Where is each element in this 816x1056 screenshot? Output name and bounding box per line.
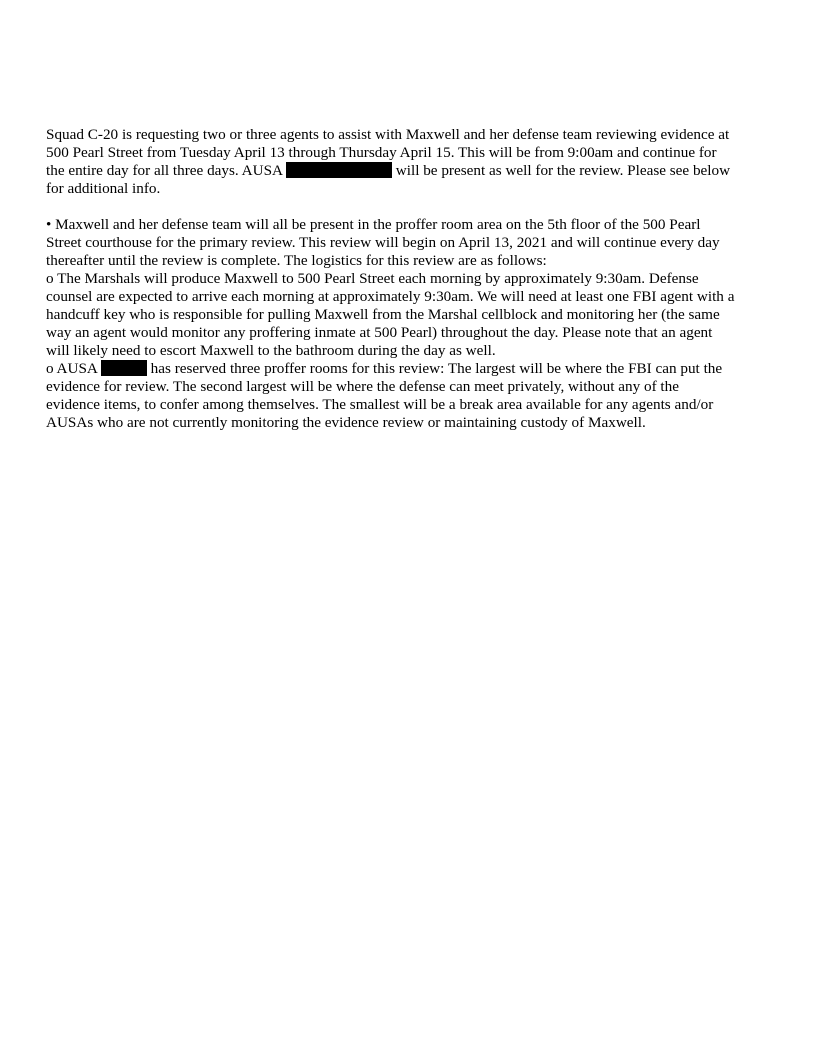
redaction-box (101, 360, 147, 376)
redaction-box (286, 162, 392, 178)
text-line: will likely need to escort Maxwell to the bathroom during the day as well. (46, 342, 496, 359)
text-line: for additional info. (46, 180, 161, 197)
bullet-paragraph (46, 216, 774, 270)
text-line: o The Marshals will produce Maxwell to 500 Pearl Street each morning by approximately 9:30am. Defense (46, 270, 699, 287)
text-line: handcuff key who is responsible for pulling Maxwell from the Marshal cellblock and monitoring her (the same (46, 306, 720, 323)
proffer-rooms-subitem (46, 360, 774, 432)
document-body (46, 126, 774, 432)
text-line: Street courthouse for the primary review. This review will begin on April 13, 2021 and will continue every day (46, 234, 720, 251)
text-segment: the entire day for all three days. AUSA (46, 162, 286, 179)
text-segment: o AUSA (46, 360, 101, 377)
text-line: evidence for review. The second largest will be where the defense can meet privately, without any of the (46, 378, 679, 395)
text-line: way an agent would monitor any proffering inmate at 500 Pearl) throughout the day. Please note that an agent (46, 324, 713, 341)
text-line: evidence items, to confer among themselves. The smallest will be a break area available for any agents and/or (46, 396, 714, 413)
text-line: thereafter until the review is complete. The logistics for this review are as follows: (46, 252, 547, 269)
text-segment: has reserved three proffer rooms for this review: The largest will be where the FBI can put the (146, 360, 723, 377)
text-line: • Maxwell and her defense team will all be present in the proffer room area on the 5th floor of the 500 Pearl (46, 216, 701, 233)
text-line: 500 Pearl Street from Tuesday April 13 through Thursday April 15. This will be from 9:00am and continue for (46, 144, 717, 161)
marshals-subitem (46, 270, 774, 360)
text-line: Squad C-20 is requesting two or three agents to assist with Maxwell and her defense team reviewing evidence at (46, 126, 730, 143)
text-line (46, 162, 774, 180)
text-line: AUSAs who are not currently monitoring the evidence review or maintaining custody of Maxwell. (46, 414, 646, 431)
text-line: counsel are expected to arrive each morning at approximately 9:30am. We will need at least one FBI agent with a (46, 288, 735, 305)
text-line (46, 360, 774, 378)
text-segment: will be present as well for the review. Please see below (391, 162, 731, 179)
intro-paragraph (46, 126, 774, 198)
paragraph-spacer (46, 198, 774, 216)
